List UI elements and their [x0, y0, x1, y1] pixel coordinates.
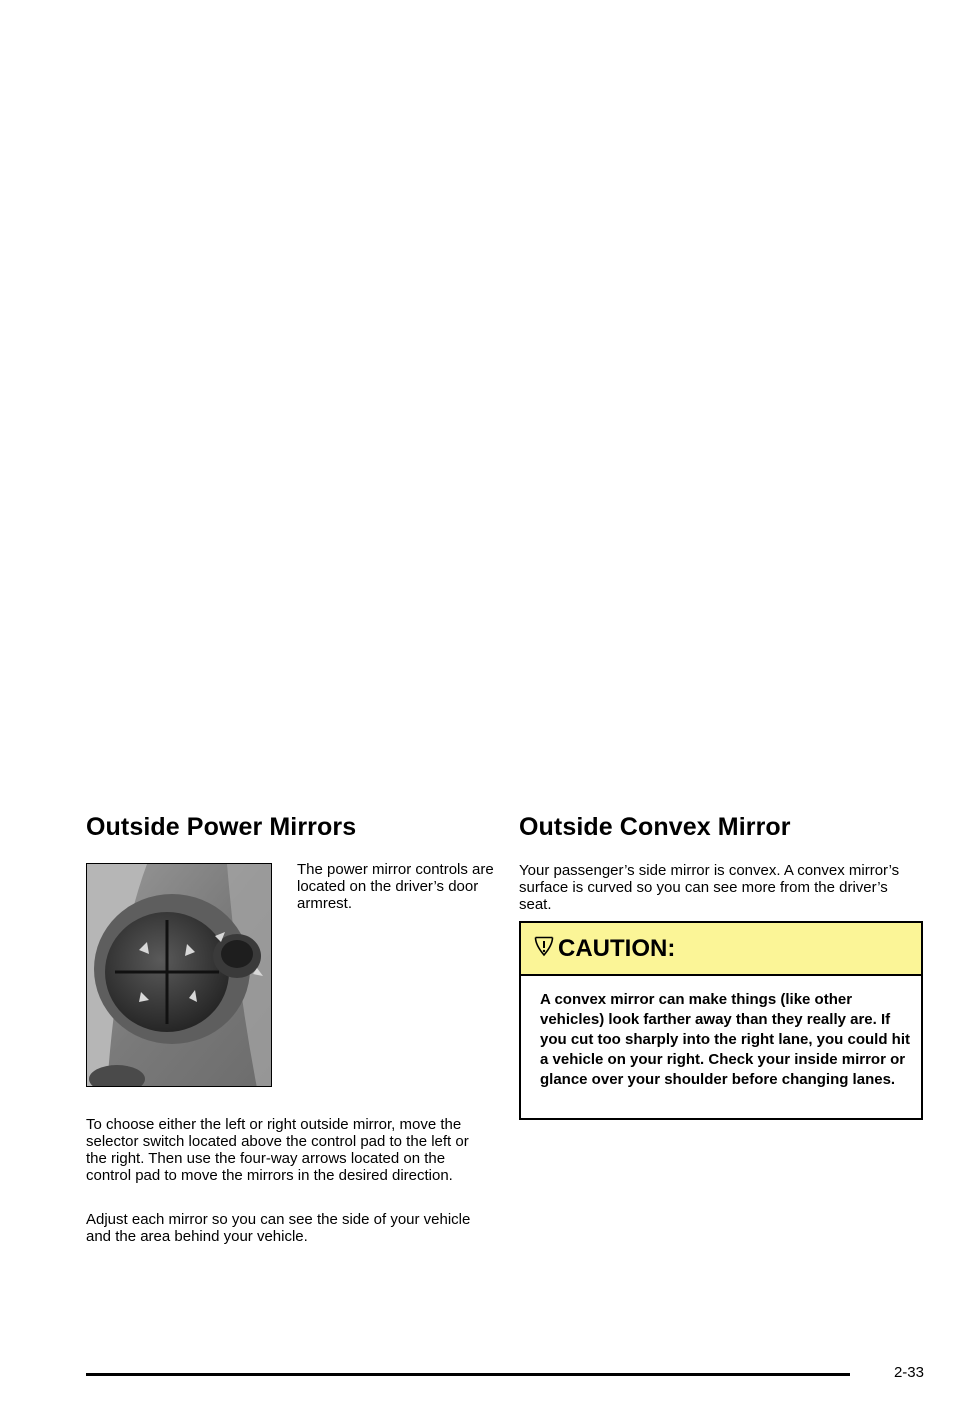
power-mirrors-heading: Outside Power Mirrors	[86, 813, 357, 841]
caution-header	[521, 923, 921, 976]
caution-body: A convex mirror can make things (like other vehicles) look farther away than they really are. If you cut too sharply into the right lane, you could hit a vehicle on your right. Check your inside mirror or glance over your shoulder before changing lanes.	[540, 991, 911, 1088]
footer-rule	[86, 1373, 850, 1376]
mirror-control-photo	[86, 863, 272, 1087]
caution-title: CAUTION:	[558, 935, 676, 962]
photo-caption: The power mirror controls are located on the driver’s door armrest.	[297, 861, 494, 912]
selector-switch-paragraph: To choose either the left or right outside mirror, move the selector switch located above the control pad to the left or the right. Then use the four-way arrows located on the control pad to move the mirrors in the desired direction.	[86, 1116, 469, 1184]
caution-box	[519, 921, 923, 1120]
page-number: 2-33	[893, 1364, 924, 1381]
convex-mirror-heading: Outside Convex Mirror	[519, 813, 791, 841]
warning-triangle-icon	[533, 935, 555, 957]
adjust-mirror-paragraph: Adjust each mirror so you can see the side of your vehicle and the area behind your vehicle.	[86, 1211, 471, 1245]
convex-mirror-paragraph: Your passenger’s side mirror is convex. A convex mirror’s surface is curved so you can see more from the driver’s seat.	[519, 862, 900, 913]
